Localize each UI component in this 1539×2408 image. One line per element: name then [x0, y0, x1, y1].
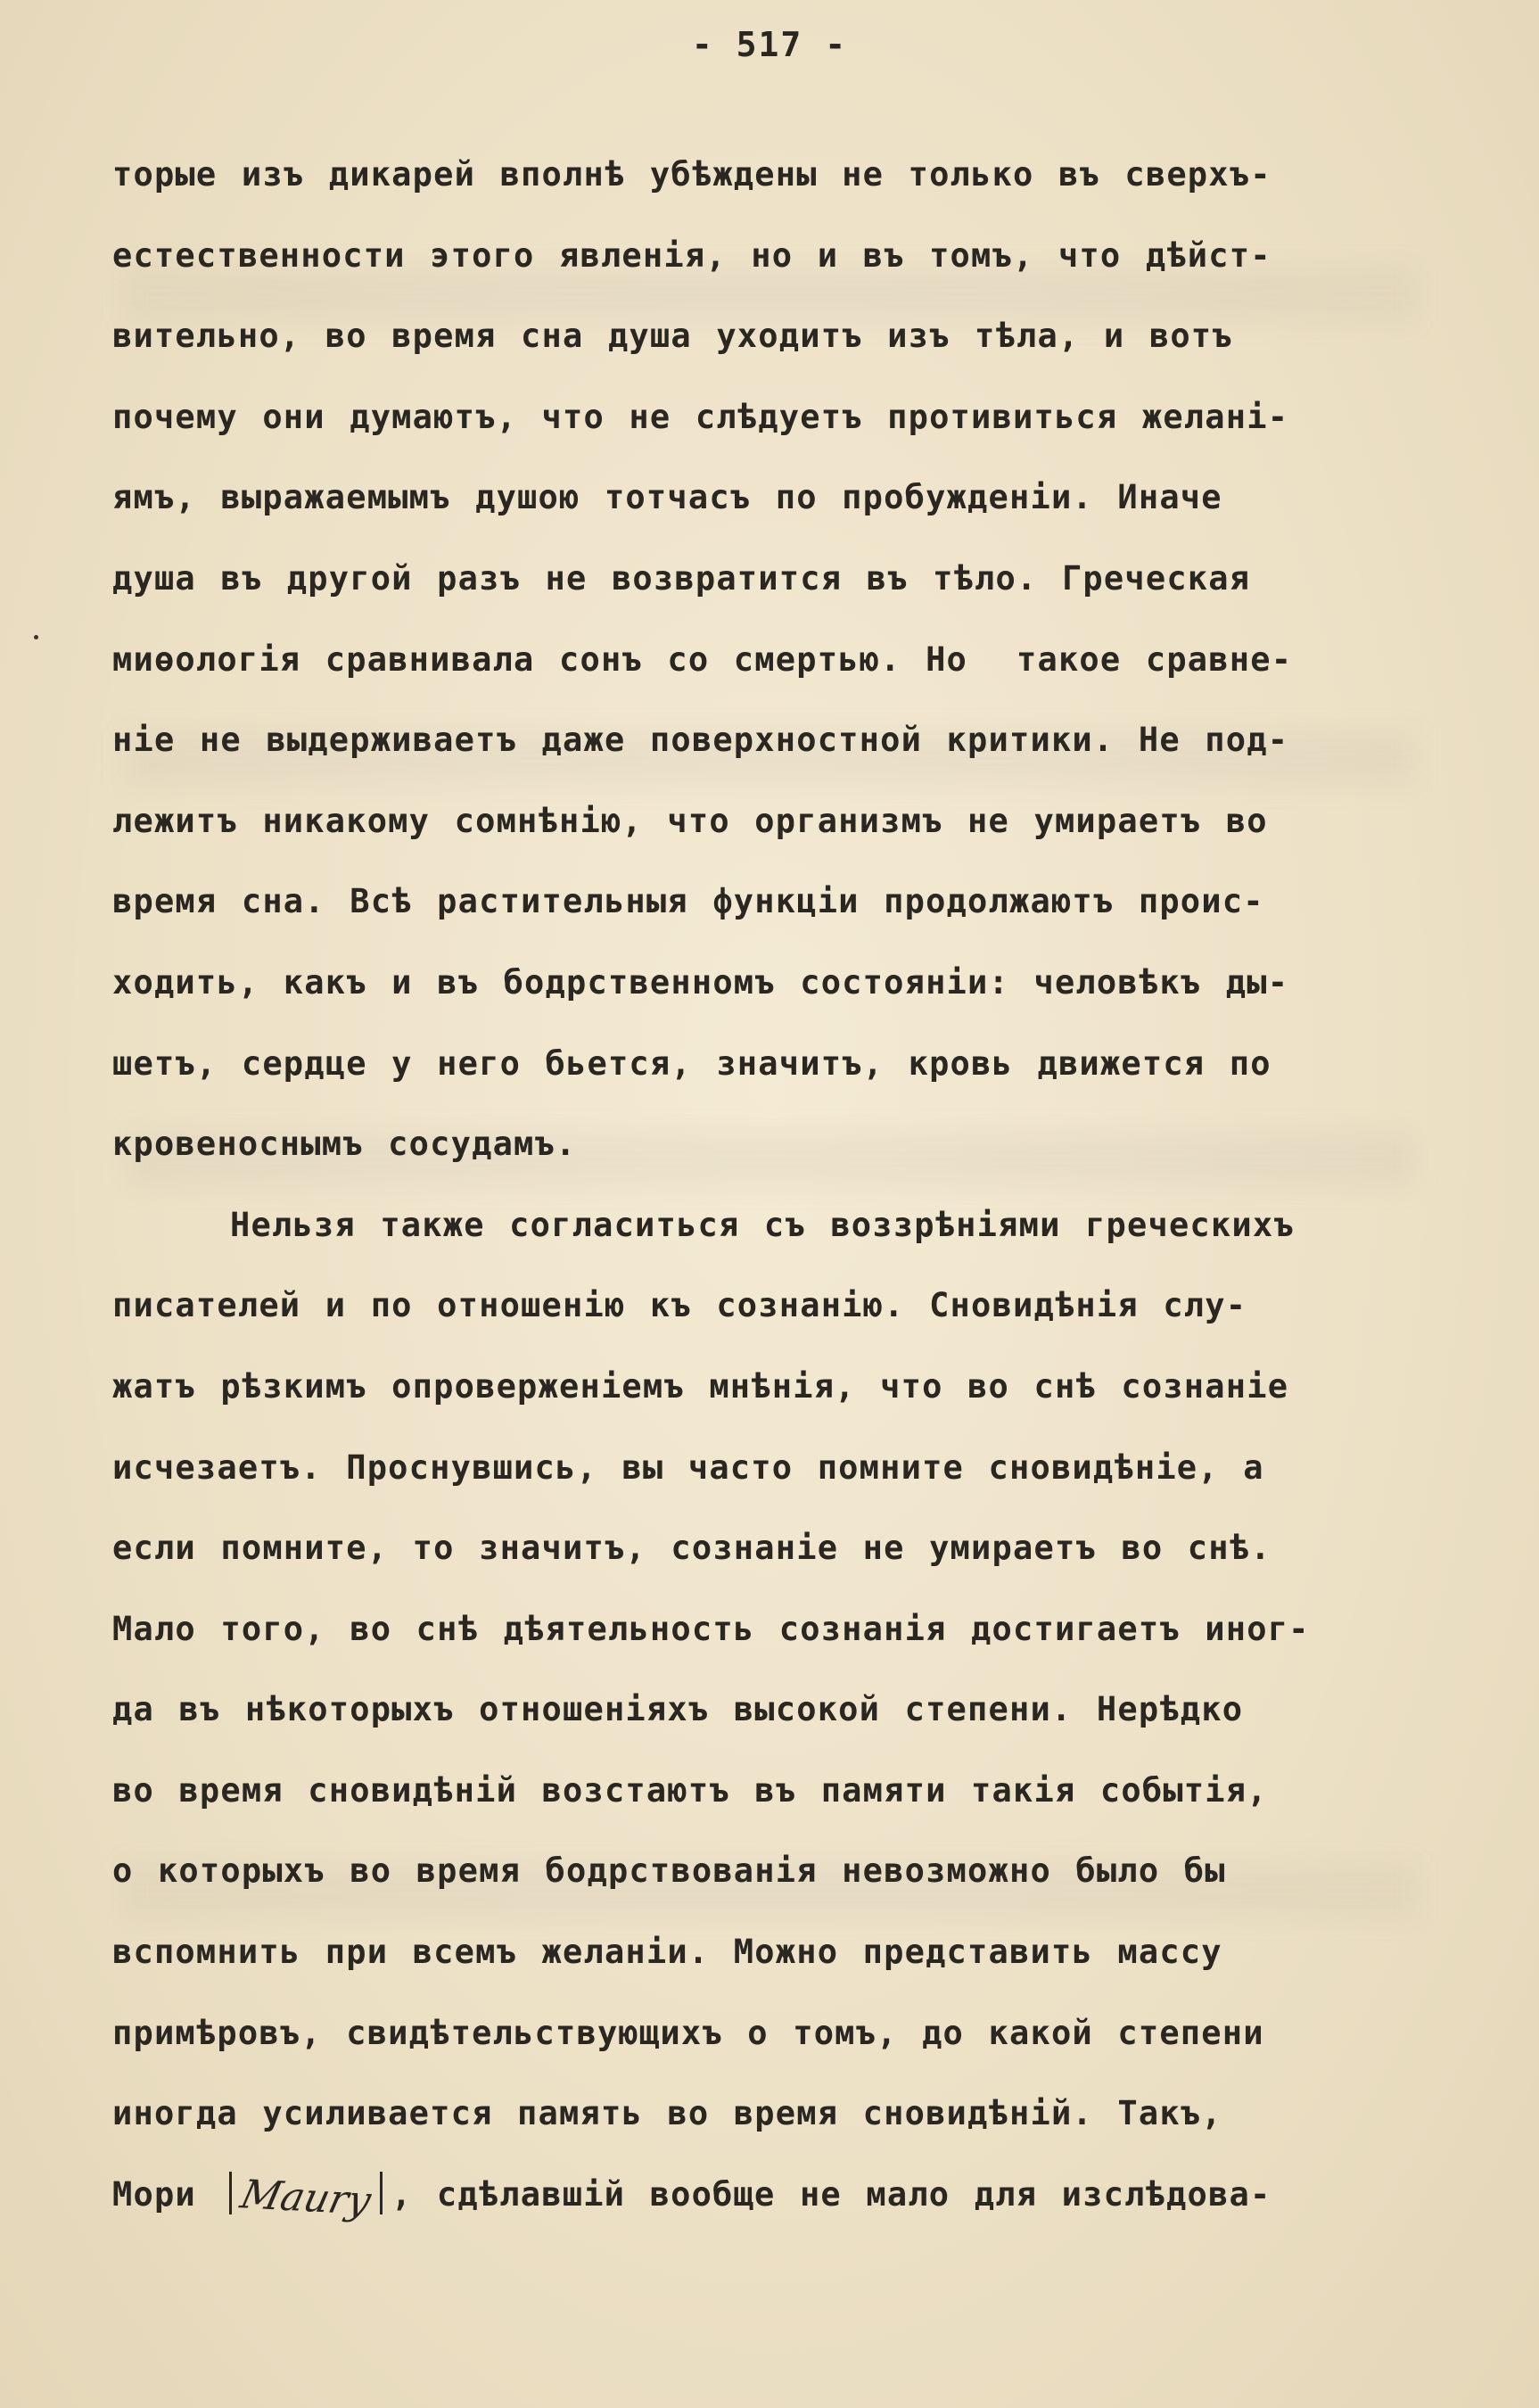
text-line: ямъ, выражаемымъ душою тотчасъ по пробужденіи. Иначе: [112, 478, 1222, 517]
text-line: миѳологія сравнивала сонъ со смертью. Но такое сравне-: [112, 639, 1293, 679]
margin-speck: [34, 635, 38, 639]
last-text-line: [112, 2168, 1468, 2249]
text-line: Мало того, во снѣ дѣятельность сознанія достигаетъ иног-: [112, 1609, 1310, 1648]
text-line: жатъ рѣзкимъ опровержeніемъ мнѣнія, что во снѣ сознаніе: [112, 1366, 1289, 1406]
paragraph-start-line: Нельзя также согласиться съ воззрѣніями греческихъ: [230, 1205, 1295, 1244]
text-line: иногда усиливается память во время сновидѣній. Такъ,: [112, 2094, 1222, 2133]
text-line: почему они думаютъ, что не слѣдуетъ противиться желані-: [112, 397, 1289, 436]
text-line: душа въ другой разъ не возвратится въ тѣло. Греческая: [112, 558, 1251, 598]
handwritten-annotation: Maury: [236, 2172, 376, 2224]
text-line: время сна. Всѣ растительныя функціи продолжаютъ проис-: [112, 882, 1264, 921]
text-line: вспомнить при всемъ желаніи. Можно представить массу: [112, 1933, 1222, 1972]
text-line: вительно, во время сна душа уходитъ изъ тѣла, и вотъ: [112, 317, 1233, 356]
vertical-bar: [380, 2172, 383, 2214]
page-number: - 517 -: [691, 25, 848, 64]
text-line: во время сновидѣній возстаютъ въ памяти такія событія,: [112, 1770, 1268, 1810]
text-line: ніе не выдерживаетъ даже поверхностной критики. Не под-: [112, 721, 1289, 760]
text-line: писателей и по отношенію къ сознанію. Сновидѣнія слу-: [112, 1286, 1247, 1325]
text-line: шетъ, сердце у него бьется, значитъ, кровь движется по: [112, 1043, 1272, 1083]
text-line: ходить, какъ и въ бодрственномъ состояніи: человѣкъ ды-: [112, 962, 1289, 1002]
text-line: да въ нѣкоторыхъ отношеніяхъ высокой степени. Нерѣдко: [112, 1690, 1244, 1729]
text-line: естественности этого явленія, но и въ томъ, что дѣйст-: [112, 235, 1272, 275]
text-line: о которыхъ во время бодрствованія невозможно было бы: [112, 1851, 1226, 1891]
text-fragment: Мори: [112, 2174, 196, 2214]
vertical-bar: [229, 2172, 232, 2214]
text-line: примѣровъ, свидѣтельствующихъ о томъ, до какой степени: [112, 2013, 1264, 2052]
body-text: [112, 148, 1468, 2248]
text-line: лежитъ никакому сомнѣнію, что организмъ не умираетъ во: [112, 801, 1268, 840]
text-line: если помните, то значитъ, сознаніе не умираетъ во снѣ.: [112, 1529, 1272, 1568]
text-line: исчезаетъ. Проснувшись, вы часто помните сновидѣніе, а: [112, 1447, 1264, 1487]
text-line: кровеноснымъ сосудамъ.: [112, 1125, 577, 1164]
text-line: торые изъ дикарей вполнѣ убѣждены не только въ сверхъ-: [112, 155, 1272, 194]
text-fragment: , сдѣлавшій вообще не мало для изслѣдова-: [391, 2174, 1272, 2214]
